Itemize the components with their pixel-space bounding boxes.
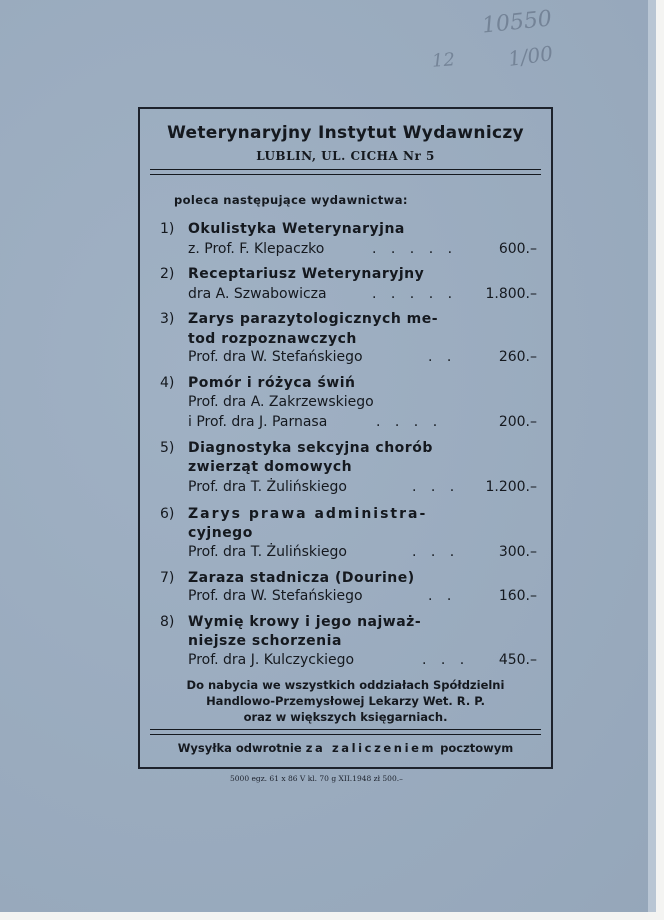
book-title-continued: tod rozpoznawczych xyxy=(188,331,357,347)
shipping-emphasis: za zaliczeniem xyxy=(305,741,437,755)
leader-dots: . . . . . xyxy=(372,286,458,302)
shipping-suffix: pocztowym xyxy=(440,741,514,755)
book-price: 200.– xyxy=(498,414,537,430)
book-number: 3) xyxy=(160,311,175,327)
handwritten-note-1: 10550 xyxy=(480,6,554,39)
publisher-name: Weterynaryjny Instytut Wydawniczy xyxy=(167,123,524,143)
recommends-heading: poleca następujące wydawnictwa: xyxy=(174,193,408,207)
book-title: Receptariusz Weterynaryjny xyxy=(188,266,425,282)
book-price: 600.– xyxy=(498,241,537,257)
book-price: 1.800.– xyxy=(485,286,537,302)
book-title: Zarys prawa administra- xyxy=(188,506,428,522)
book-title: Pomór i różyca świń xyxy=(188,375,356,391)
book-number: 8) xyxy=(160,614,175,630)
leader-dots: . . . xyxy=(412,479,460,495)
book-title: Zarys parazytologicznych me- xyxy=(188,311,439,327)
double-rule-top xyxy=(150,169,541,175)
book-number: 5) xyxy=(160,440,175,456)
printing-imprint: 5000 egz. 61 x 86 V kl. 70 g XII.1948 zł 500.– xyxy=(230,774,403,783)
book-author: Prof. dra W. Stefańskiego xyxy=(188,588,363,604)
availability-line-1: Do nabycia we wszystkich oddziałach Spółdzielni xyxy=(186,678,505,692)
book-author: z. Prof. F. Klepaczko xyxy=(188,241,325,257)
book-author: Prof. dra J. Kulczyckiego xyxy=(188,652,355,668)
leader-dots: . . xyxy=(428,588,457,604)
page-edge xyxy=(648,0,656,912)
book-price: 160.– xyxy=(498,588,537,604)
book-author-continued: i Prof. dra J. Parnasa xyxy=(188,414,328,430)
book-number: 2) xyxy=(160,266,175,282)
advertisement-frame xyxy=(138,107,553,769)
book-number: 4) xyxy=(160,375,175,391)
book-author: Prof. dra T. Żulińskiego xyxy=(188,544,347,560)
leader-dots: . . xyxy=(428,349,457,365)
leader-dots: . . . . . xyxy=(372,241,458,257)
handwritten-note-3: 1/00 xyxy=(506,40,555,72)
book-price: 300.– xyxy=(498,544,537,560)
double-rule-bottom xyxy=(150,729,541,735)
book-title-continued: niejsze schorzenia xyxy=(188,633,342,649)
book-title: Wymię krowy i jego najważ- xyxy=(188,614,422,630)
book-author: dra A. Szwabowicza xyxy=(188,286,327,302)
book-price: 450.– xyxy=(498,652,537,668)
book-price: 260.– xyxy=(498,349,537,365)
book-author: Prof. dra A. Zakrzewskiego xyxy=(188,394,374,410)
leader-dots: . . . . xyxy=(376,414,443,430)
book-title: Okulistyka Weterynaryjna xyxy=(188,221,405,237)
availability-note xyxy=(140,677,551,725)
book-title-continued: zwierząt domowych xyxy=(188,459,353,475)
book-number: 1) xyxy=(160,221,175,237)
shipping-note xyxy=(140,741,551,755)
book-title: Zaraza stadnicza (Dourine) xyxy=(188,570,415,586)
book-author: Prof. dra T. Żulińskiego xyxy=(188,479,347,495)
handwritten-notes xyxy=(420,4,620,84)
handwritten-note-2: 12 xyxy=(431,49,456,72)
book-number: 7) xyxy=(160,570,175,586)
leader-dots: . . . xyxy=(422,652,470,668)
publisher-address: LUBLIN, UL. CICHA Nr 5 xyxy=(256,149,435,163)
book-title-continued: cyjnego xyxy=(188,525,253,541)
book-number: 6) xyxy=(160,506,175,522)
book-price: 1.200.– xyxy=(485,479,537,495)
book-author: Prof. dra W. Stefańskiego xyxy=(188,349,363,365)
leader-dots: . . . xyxy=(412,544,460,560)
book-title: Diagnostyka sekcyjna chorób xyxy=(188,440,433,456)
availability-line-2: Handlowo-Przemysłowej Lekarzy Wet. R. P. xyxy=(206,694,485,708)
availability-line-3: oraz w większych księgarniach. xyxy=(243,710,448,724)
shipping-prefix: Wysyłka odwrotnie xyxy=(177,741,302,755)
